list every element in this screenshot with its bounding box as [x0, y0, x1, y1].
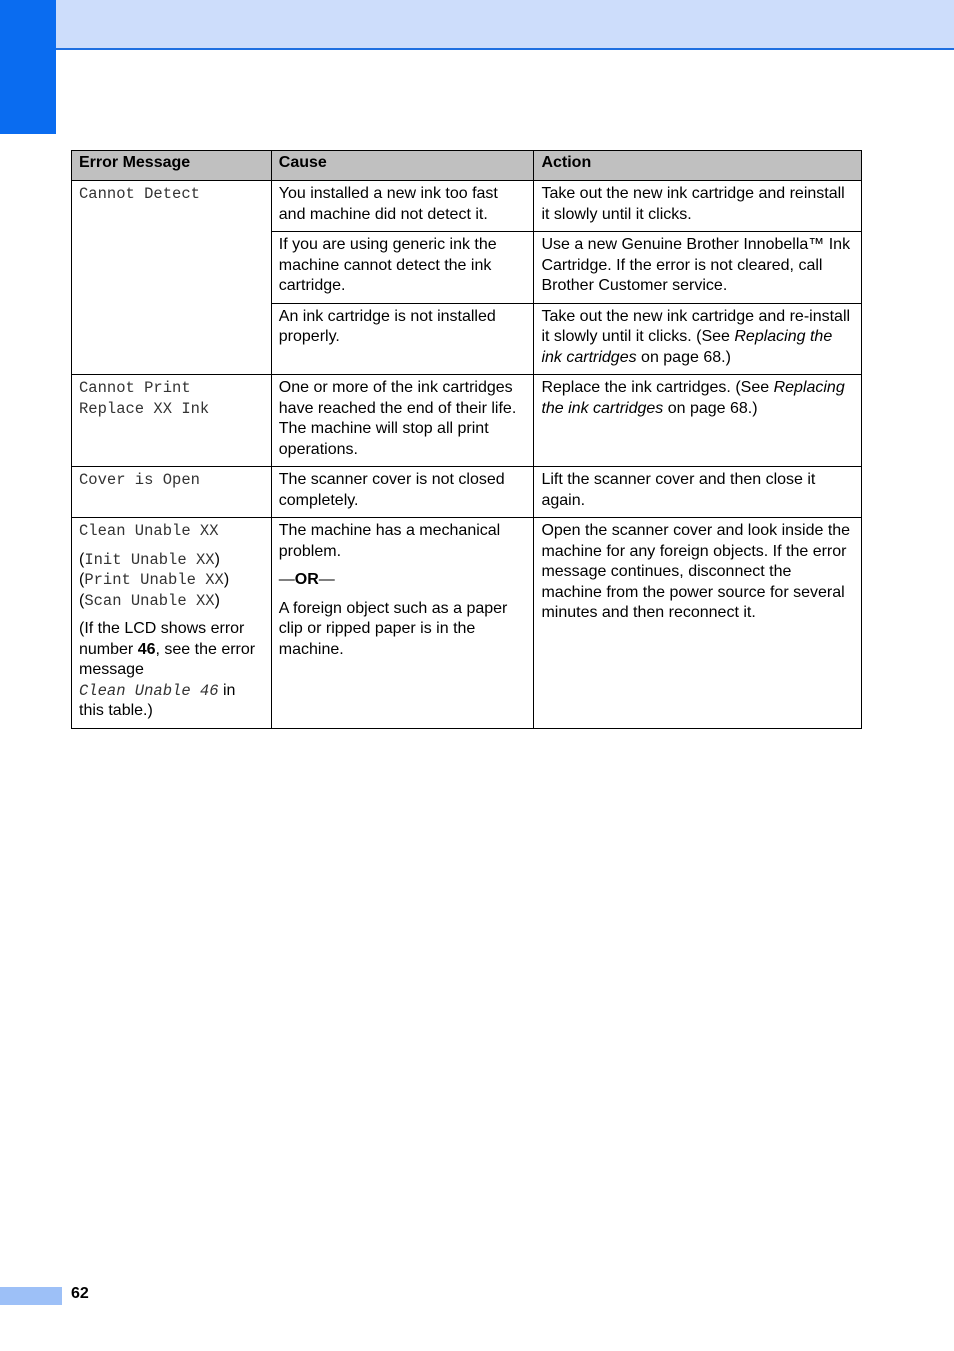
action-cell: Take out the new ink cartridge and reinstall it slowly until it clicks. [534, 181, 862, 232]
page-number: 62 [71, 1285, 89, 1302]
error-message-table [71, 150, 862, 729]
cross-reference-link: Replacing the ink cartridges [541, 379, 845, 417]
table-row [72, 375, 862, 467]
error-message-cell [72, 467, 272, 518]
cross-reference-link: Replacing the ink cartridges [541, 328, 833, 366]
header-band [56, 0, 954, 50]
error-code: Print Unable XX [84, 571, 224, 589]
alt-error-codes: (Init Unable XX) (Print Unable XX) (Scan Unable XX) [79, 550, 230, 610]
note-text: (If the LCD shows error number [79, 620, 245, 658]
action-text: Replace the ink cartridges. (See [541, 379, 774, 396]
table-row [72, 518, 862, 729]
cause-cell: An ink cartridge is not installed properly. [271, 303, 534, 375]
note-text: in [218, 681, 236, 699]
error-code: Clean Unable 46 [79, 681, 219, 700]
error-number: 46 [137, 640, 156, 658]
header-error-message: Error Message [72, 151, 272, 181]
action-text: on page 68.) [636, 348, 731, 366]
cause-text: A foreign object such as a paper clip or ripped paper is in the machine. [278, 599, 508, 658]
cause-cell: One or more of the ink cartridges have reached the end of their life. The machine will stop all print operations. [271, 375, 534, 467]
table-row [72, 467, 862, 518]
action-text: Take out the new ink cartridge and re-install it slowly until it clicks. (See [541, 307, 851, 345]
note-text: , see the error message [79, 640, 256, 678]
error-message-cell [72, 518, 272, 729]
error-code: Clean Unable XX [79, 522, 219, 540]
error-code: Replace XX Ink [79, 399, 210, 418]
action-cell: Lift the scanner cover and then close it again. [534, 467, 862, 518]
error-code: Cover is Open [79, 471, 200, 489]
cause-cell: The scanner cover is not closed completely. [271, 467, 534, 518]
table-header-row [72, 151, 862, 181]
table-row [72, 181, 862, 232]
error-code: Cannot Detect [79, 185, 200, 203]
action-text: on page 68.) [663, 399, 758, 417]
page-number-tab [0, 1287, 62, 1305]
error-code: Cannot Print [79, 379, 191, 397]
note-text: this table.) [79, 702, 153, 719]
or-separator: —OR— [278, 571, 335, 588]
or-label: OR [294, 571, 319, 588]
header-action: Action [534, 151, 862, 181]
action-cell: Open the scanner cover and look inside the machine for any foreign objects. If the error message continues, disconnect the machine from the power source for several minutes and then reconnect it. [534, 518, 862, 729]
cause-cell: If you are using generic ink the machine cannot detect the ink cartridge. [271, 232, 534, 304]
cause-text: The machine has a mechanical problem. [278, 522, 501, 560]
action-cell [534, 375, 862, 467]
error-message-cell [72, 375, 272, 467]
cause-cell [271, 518, 534, 729]
error-message-cell [72, 181, 272, 375]
cause-cell: You installed a new ink too fast and machine did not detect it. [271, 181, 534, 232]
action-cell [534, 303, 862, 375]
chapter-tab [0, 0, 56, 134]
error-note [79, 619, 264, 722]
header-cause: Cause [271, 151, 534, 181]
action-cell: Use a new Genuine Brother Innobella™ Ink Cartridge. If the error is not cleared, call Brother Customer service. [534, 232, 862, 304]
error-code: Init Unable XX [84, 550, 215, 569]
error-code: Scan Unable XX [84, 591, 215, 610]
